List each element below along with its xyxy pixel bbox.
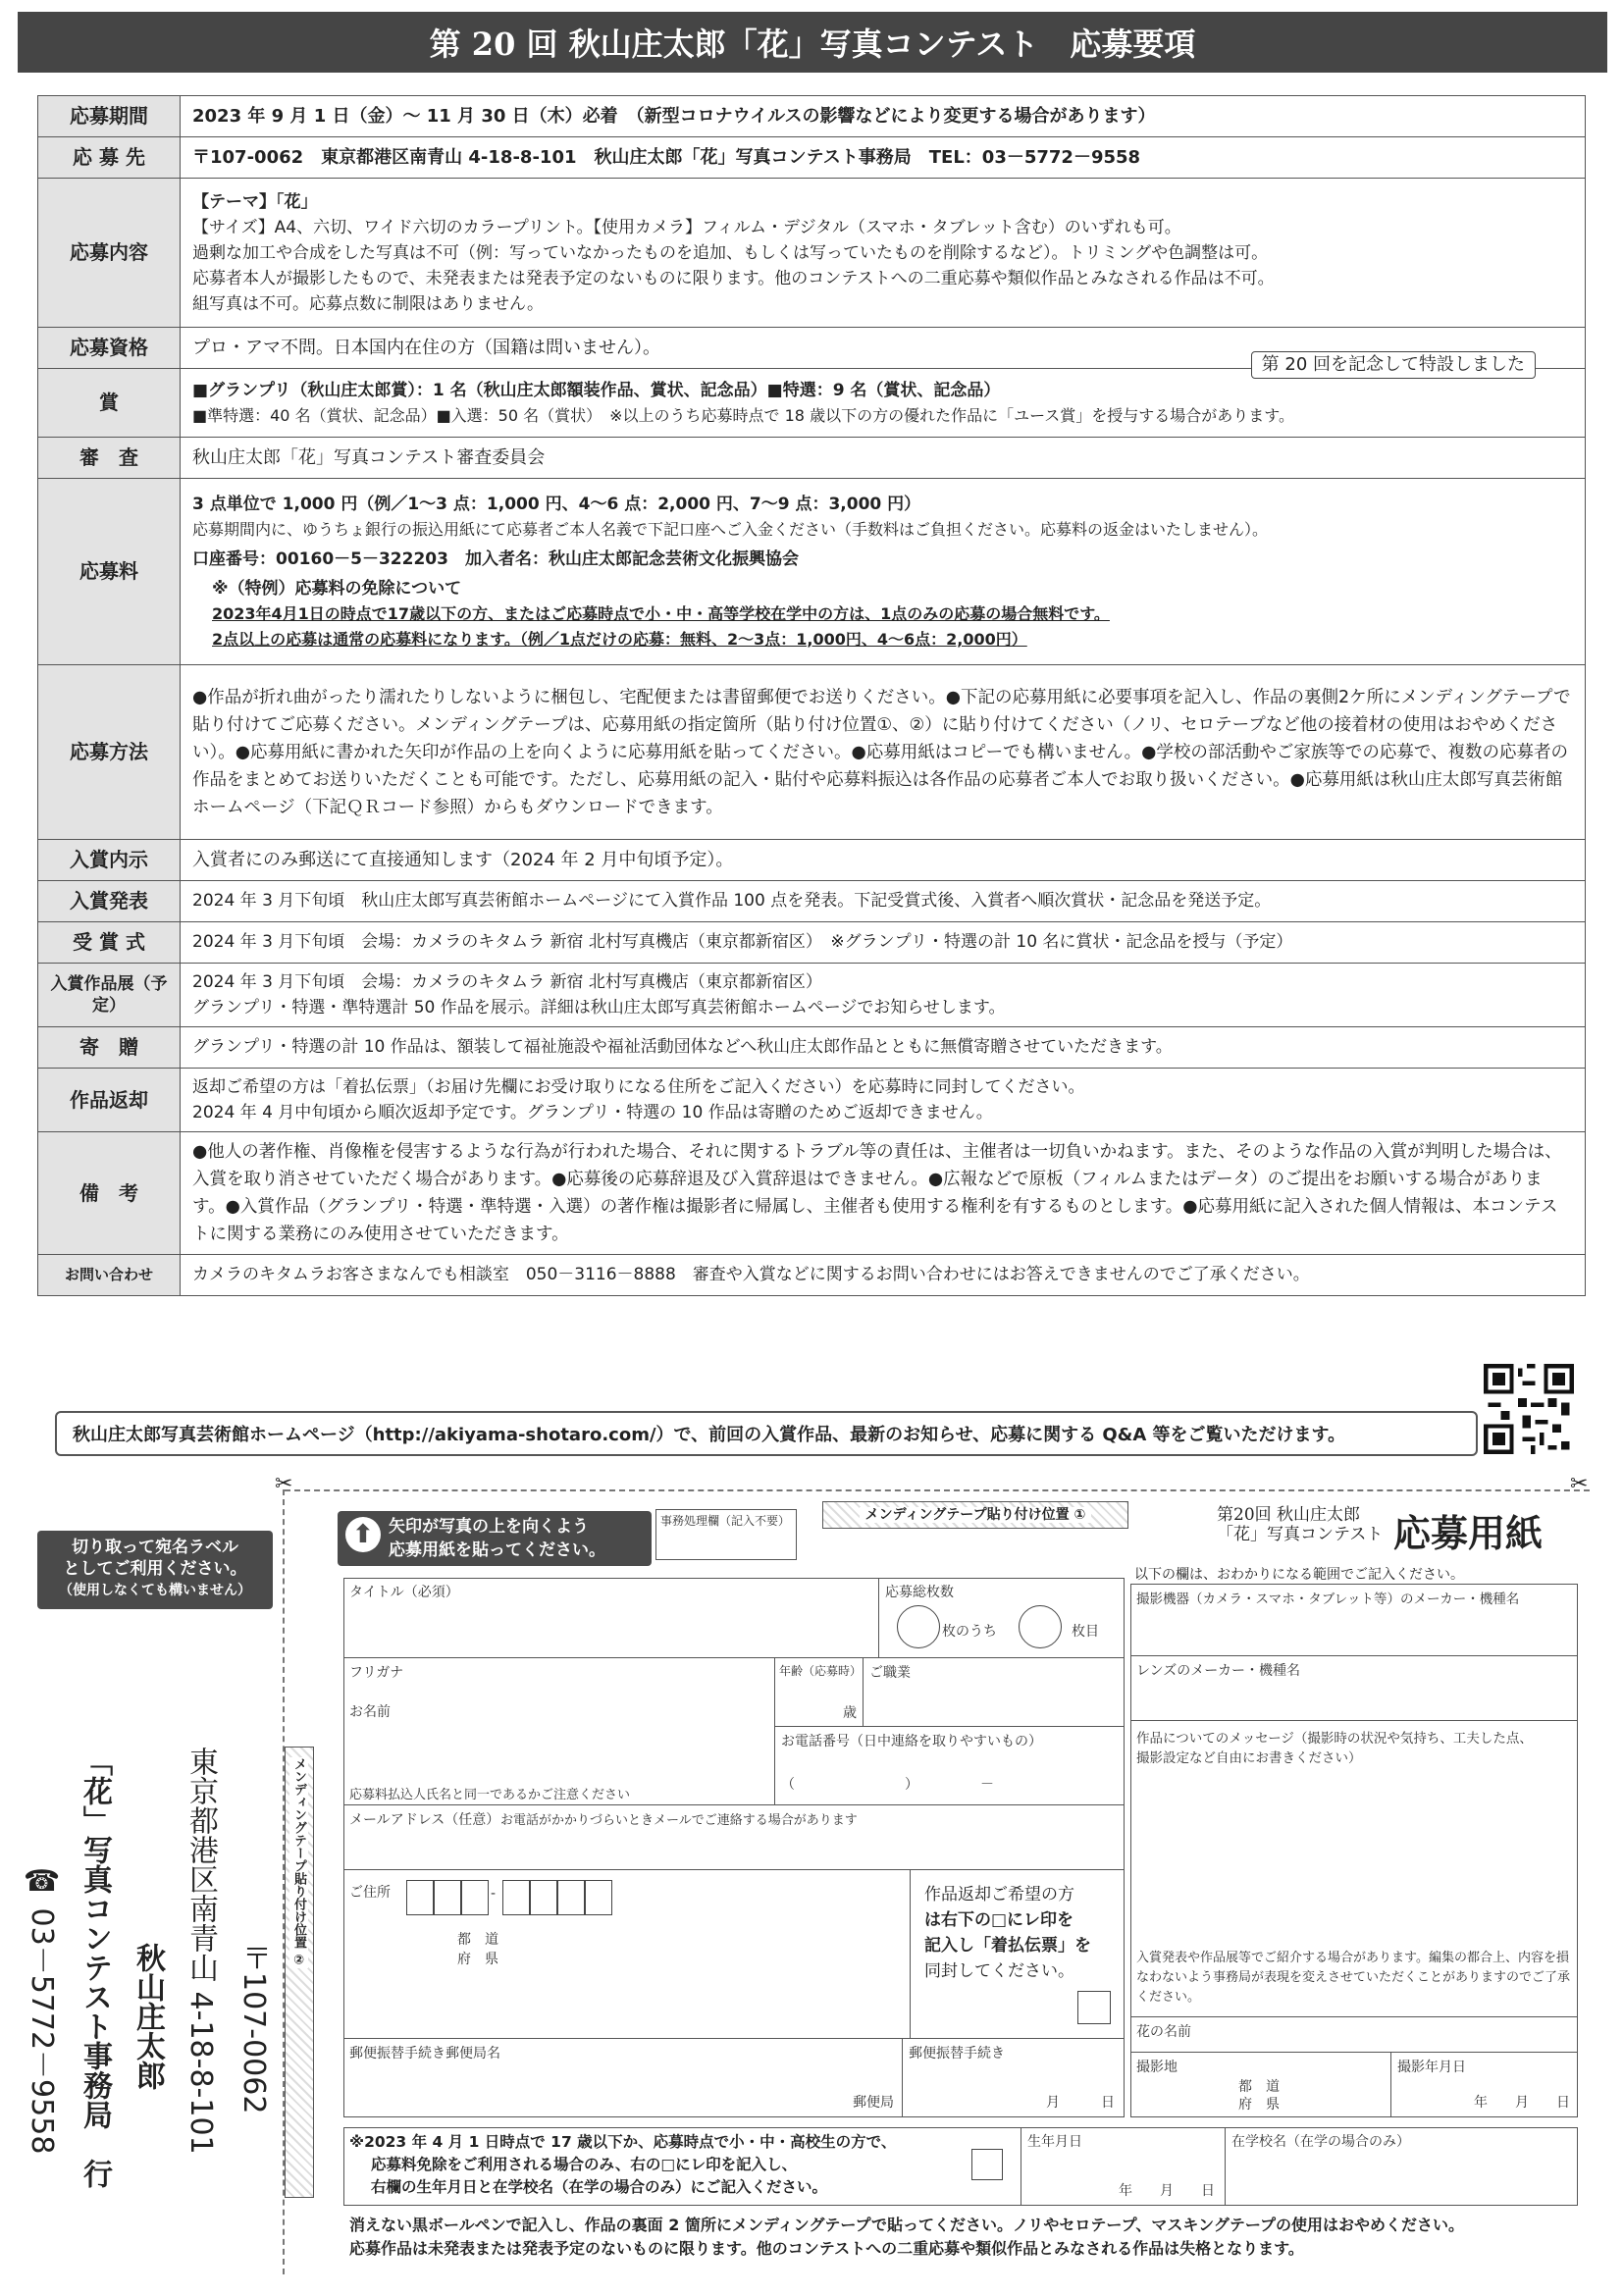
cut-line xyxy=(285,1489,1590,1491)
table-row xyxy=(38,881,1586,922)
lens-field[interactable] xyxy=(1130,1656,1578,1721)
youth-line: 応募料免除をご利用される場合のみ、右の□にレ印を記入し、 xyxy=(371,2156,798,2173)
row-label: 作品返却 xyxy=(38,1069,181,1132)
contact-text: カメラのキタムラお客さまなんでも相談室 050－3116－8888 審査や入賞などに関するお問い合わせにはお答えできませんのでご了承ください。 xyxy=(181,1255,1586,1296)
row-label: 寄 贈 xyxy=(38,1027,181,1069)
prize-line: ■グランプリ（秋山庄太郎賞）：1 名（秋山庄太郎額装作品、賞状、記念品）■特選：9 名（賞状、記念品） xyxy=(192,380,1001,400)
return-line: 2024 年 4 月中旬頃から順次返却予定です。グランプリ・特選の 10 作品は寄贈のためご返却できません。 xyxy=(192,1103,993,1122)
announce-text: 2024 年 3 月下旬頃 秋山庄太郎写真芸術館ホームページにて入賞作品 100 点を発表。下記受賞式後、入賞者へ順次賞状・記念品を発送予定。 xyxy=(181,881,1586,922)
prize-cell xyxy=(181,354,1586,438)
bottom-note-line: 応募作品は未発表または発表予定のないものに限ります。他のコンテストへの二重応募や類似作品とみなされる作品は失格となります。 xyxy=(349,2239,1304,2258)
address-label xyxy=(25,1747,271,2276)
form-title: 応募用紙 xyxy=(1393,1511,1544,1555)
postcode-box[interactable] xyxy=(434,1880,461,1915)
arrow-note-line: 応募用紙を貼ってください。 xyxy=(389,1540,605,1560)
office-use-box xyxy=(655,1509,797,1560)
row-label: 入賞内示 xyxy=(38,840,181,881)
homepage-banner: 秋山庄太郎写真芸術館ホームページ（http://akiyama-shotaro.com/）で、前回の入賞作品、最新のお知らせ、応募に関する Q&A 等をご覧いただけます。 xyxy=(55,1411,1478,1456)
tape-label: メンディングテープ貼り付け位置 ① xyxy=(860,1507,1092,1523)
tel-field[interactable] xyxy=(775,1727,1125,1805)
scissors-icon: ✂ xyxy=(275,1472,293,1496)
age-label: 年齢（応募時） xyxy=(779,1664,863,1678)
form-bottom-notes xyxy=(349,2214,1586,2261)
postcode-box[interactable] xyxy=(585,1880,612,1915)
address-form-label: ご住所 xyxy=(349,1885,391,1901)
message-field[interactable] xyxy=(1130,1721,1578,2017)
count-unit: 枚目 xyxy=(1072,1624,1099,1640)
arrow-up-icon: ⬆ xyxy=(345,1517,381,1552)
table-row xyxy=(38,1132,1586,1255)
bank-date-label: 郵便振替手続き xyxy=(909,2046,1005,2061)
content-line: 【サイズ】A4、六切、ワイド六切のカラープリント。【使用カメラ】フィルム・デジタル（スマホ・タブレット含む）のいずれも可。 xyxy=(192,217,1181,237)
judge-text: 秋山庄太郎「花」写真コンテスト審査委員会 xyxy=(181,438,1586,479)
row-label: 賞 xyxy=(38,369,181,438)
table-row xyxy=(38,665,1586,840)
youth-line: ※2023 年 4 月 1 日時点で 17 歳以下か、応募時点で小・中・高校生の方で、 xyxy=(349,2133,897,2151)
row-label: 応募内容 xyxy=(38,179,181,328)
row-label: 受 賞 式 xyxy=(38,922,181,964)
address-line: 東京都港区南青山 4-18-8-101 xyxy=(183,1747,218,2155)
table-row xyxy=(38,922,1586,964)
notice-text: 入賞者にのみ郵送にて直接通知します（2024 年 2 月中旬頃予定）。 xyxy=(181,840,1586,881)
row-label: 備 考 xyxy=(38,1132,181,1255)
email-note: お電話がかかりづらいときメールでご連絡する場合があります xyxy=(500,1813,858,1828)
return-request xyxy=(911,1870,1125,2039)
content-cell xyxy=(181,179,1586,328)
content-line: 応募者本人が撮影したもので、未発表または発表予定のないものに限ります。他のコンテストへの二重応募や類似作品とみなされる作品は不可。 xyxy=(192,268,1275,288)
row-label: 入賞発表 xyxy=(38,881,181,922)
pref-label: 都 道 xyxy=(457,1932,498,1948)
email-field[interactable] xyxy=(343,1805,1125,1870)
table-row xyxy=(38,179,1586,328)
donation-text: グランプリ・特選の計 10 作品は、額装して福祉施設や福祉活動団体などへ秋山庄太郎作品とともに無償寄贈させていただきます。 xyxy=(181,1027,1586,1069)
content-line: 過剰な加工や合成をした写真は不可（例：写っていなかったものを追加、もしくは写っていたものを削除するなど）。トリミングや色調整は可。 xyxy=(192,242,1269,263)
location-label: 撮影地 xyxy=(1136,2060,1178,2075)
pref-label: 府 県 xyxy=(1238,2097,1280,2113)
table-row xyxy=(38,438,1586,479)
name-field[interactable] xyxy=(343,1658,775,1805)
date-units: 年 月 日 xyxy=(1474,2095,1570,2111)
bank-field[interactable] xyxy=(343,2039,903,2117)
content-line: 【テーマ】「花」 xyxy=(192,191,318,212)
return-line: 同封してください。 xyxy=(924,1961,1074,1981)
lens-label: レンズのメーカー・機種名 xyxy=(1136,1663,1300,1679)
tape-label: メンディングテープ貼り付け位置 ② xyxy=(291,1757,306,1968)
ceremony-text: 2024 年 3 月下旬頃 会場：カメラのキタムラ 新宿 北村写真機店（東京都新宿区） ※グランプリ・特選の計 10 名に賞状・記念品を授与（予定） xyxy=(181,922,1586,964)
fee-line: 応募期間内に、ゆうちょ銀行の振込用紙にて応募者ご本人名義で下記口座へご入金ください（手数料はご負担ください。応募料の返金はいたしません）。 xyxy=(192,519,1269,539)
row-label: 応募料 xyxy=(38,479,181,665)
pref-label: 都 道 xyxy=(1238,2079,1280,2095)
bank-date-field[interactable] xyxy=(903,2039,1125,2117)
count-total-circle[interactable] xyxy=(897,1605,940,1648)
table-row xyxy=(38,840,1586,881)
school-label: 在学校名（在学の場合のみ） xyxy=(1231,2134,1410,2150)
fee-line: ※（特例）応募料の免除について xyxy=(212,578,462,599)
shot-date-label: 撮影年月日 xyxy=(1397,2060,1466,2075)
brand-line: 「花」写真コンテスト xyxy=(1217,1525,1384,1544)
address-line: 〒107-0062 xyxy=(236,1943,271,2114)
count-index-circle[interactable] xyxy=(1019,1605,1062,1648)
office-use-label: 事務処理欄（記入不要） xyxy=(660,1514,791,1528)
address-field[interactable] xyxy=(343,1870,911,2039)
flower-name-field[interactable] xyxy=(1130,2017,1578,2053)
job-field[interactable] xyxy=(864,1658,1125,1727)
message-label: 作品についてのメッセージ（撮影時の状況や気持ち、工夫した点、 xyxy=(1136,1731,1533,1747)
return-line: 返却ご希望の方は「着払伝票」（お届け先欄にお受け取りになる住所をご記入ください）を応募時に同封してください。 xyxy=(192,1077,1085,1097)
address-line: 「花」写真コンテスト事務局 行 xyxy=(78,1747,112,2188)
table-row xyxy=(38,1069,1586,1132)
eligibility-text: プロ・アマ不問。日本国内在住の方（国籍は問いません）。 xyxy=(181,328,1586,369)
birthdate-label: 生年月日 xyxy=(1027,2134,1082,2150)
age-unit: 歳 xyxy=(843,1705,857,1721)
birthdate-field[interactable] xyxy=(1021,2127,1225,2206)
address-text: 〒107-0062 東京都港区南青山 4-18-8-101 秋山庄太郎「花」写真コンテスト事務局 TEL：03－5772－9558 xyxy=(181,137,1586,179)
count-field[interactable] xyxy=(879,1578,1125,1658)
fee-cell xyxy=(181,479,1586,665)
row-label: お問い合わせ xyxy=(38,1255,181,1296)
date-units: 月 日 xyxy=(1046,2095,1115,2111)
postcode-box[interactable] xyxy=(406,1880,434,1915)
camera-label: 撮影機器（カメラ・スマホ・タブレット等）のメーカー・機種名 xyxy=(1136,1592,1520,1607)
message-note: 入賞発表や作品展等でご紹介する場合があります。編集の都合上、内容を損なわないよう事務局が表現を変えさせていただくことがありますのでご了承ください。 xyxy=(1136,1951,1571,2005)
table-row xyxy=(38,964,1586,1027)
shot-date-field[interactable] xyxy=(1391,2053,1578,2117)
exhibit-line: 2024 年 3 月下旬頃 会場：カメラのキタムラ 新宿 北村写真機店（東京都新宿区） xyxy=(192,972,822,992)
row-label: 応 募 先 xyxy=(38,137,181,179)
period-text: 2023 年 9 月 1 日（金）〜 11 月 30 日（木）必着 （新型コロナウイルスの影響などにより変更する場合があります） xyxy=(181,96,1586,137)
email-label: メールアドレス（任意） xyxy=(349,1812,500,1828)
special-note-badge: 第 20 回を記念して特設しました xyxy=(1251,351,1536,379)
row-label: 審 査 xyxy=(38,438,181,479)
fee-line: 2023年4月1日の時点で17歳以下の方、またはご応募時点で小・中・高等学校在学中の方は、1点のみの応募の場合無料です。 xyxy=(212,603,1110,623)
return-line: 作品返却ご希望の方 xyxy=(924,1885,1074,1905)
postcode-box[interactable] xyxy=(530,1880,557,1915)
table-row xyxy=(38,1027,1586,1069)
return-cell xyxy=(181,1069,1586,1132)
return-line: は右下の□にレ印を xyxy=(924,1910,1074,1930)
return-checkbox[interactable] xyxy=(1077,1991,1111,2024)
postcode-box[interactable] xyxy=(557,1880,585,1915)
brand-line: 第20回 秋山庄太郎 xyxy=(1217,1505,1361,1525)
tape-position-1 xyxy=(822,1501,1128,1529)
camera-field[interactable] xyxy=(1130,1584,1578,1656)
youth-checkbox[interactable] xyxy=(971,2149,1003,2180)
row-label: 入賞作品展（予定） xyxy=(38,964,181,1027)
prize-line: ■準特選：40 名（賞状、記念品）■入選：50 名（賞状） ※以上のうち応募時点で 18 歳以下の方の優れた作品に「ユース賞」を授与する場合があります。 xyxy=(192,405,1294,425)
label-tip-line: としてご利用ください。 xyxy=(63,1559,247,1579)
qr-code-icon[interactable] xyxy=(1484,1364,1574,1454)
title-field[interactable] xyxy=(343,1578,879,1658)
exhibit-cell xyxy=(181,964,1586,1027)
school-field[interactable] xyxy=(1225,2127,1578,2206)
arrow-note-line: 矢印が写真の上を向くよう xyxy=(389,1517,589,1537)
label-tip-line: （使用しなくても構いません） xyxy=(59,1583,251,1598)
date-units: 年 月 日 xyxy=(1119,2183,1215,2199)
page-title: 第 20 回 秋山庄太郎「花」写真コンテスト 応募要項 xyxy=(18,12,1607,73)
info-table xyxy=(37,95,1586,1296)
bottom-note-line: 消えない黒ボールペンで記入し、作品の裏面 2 箇所にメンディングテープで貼ってください。ノリやセロテープ、マスキングテープの使用はおやめください。 xyxy=(349,2216,1465,2234)
arrow-note xyxy=(338,1511,652,1566)
job-label: ご職業 xyxy=(869,1665,911,1681)
row-label: 応募期間 xyxy=(38,96,181,137)
scissors-icon: ✂ xyxy=(1570,1472,1589,1496)
table-row xyxy=(38,137,1586,179)
postcode-box[interactable] xyxy=(461,1880,489,1915)
remarks-text: ●他人の著作権、肖像権を侵害するような行為が行われた場合、それに関するトラブル等の責任は、主催者は一切負いかねます。また、そのような作品の入賞が判明した場合は、入賞を取り消させていただく場合があります。●応募後の応募辞退及び入賞辞退はできません。●広報などで原板（フィルムまたはデータ）のご提出をお願いする場合があります。●入賞作品（グランプリ・特選・準特選・入選）の著作権は撮影者に帰属し、主催者も使用する権利を有するものとします。●応募用紙に記入された個人情報は、本コンテストに関する業務にのみ使用させていただきます。 xyxy=(181,1132,1586,1255)
form-brand xyxy=(1217,1505,1383,1544)
tel-format: （ ） － xyxy=(781,1777,994,1793)
label-tip-line: 切り取って宛名ラベル xyxy=(72,1538,238,1557)
row-label: 応募資格 xyxy=(38,328,181,369)
label-tip xyxy=(37,1531,273,1609)
postcode-box[interactable] xyxy=(502,1880,530,1915)
flower-label: 花の名前 xyxy=(1136,2024,1191,2040)
table-row xyxy=(38,369,1586,438)
address-line: ☎ 03－5772－9558 xyxy=(25,1864,59,2155)
table-row xyxy=(38,1255,1586,1296)
tel-label: お電話番号（日中連絡を取りやすいもの） xyxy=(781,1734,1042,1749)
youth-line: 右欄の生年月日と在学校名（在学の場合のみ）にご記入ください。 xyxy=(371,2178,828,2196)
message-label: 撮影設定など自由にお書きください） xyxy=(1136,1750,1362,1766)
table-row xyxy=(38,96,1586,137)
pref-label: 府 県 xyxy=(457,1952,498,1967)
youth-note xyxy=(349,2131,1007,2199)
tape-position-2 xyxy=(285,1747,314,2198)
count-unit: 枚のうち xyxy=(942,1624,997,1640)
furigana-label: フリガナ xyxy=(349,1665,404,1681)
count-label: 応募総枚数 xyxy=(885,1585,954,1600)
title-label: タイトル（必須） xyxy=(349,1585,459,1600)
address-line: 秋山庄太郎 xyxy=(131,1943,165,2090)
age-field[interactable] xyxy=(775,1658,864,1727)
name-label: お名前 xyxy=(349,1704,391,1720)
account-line: 口座番号：00160－5－322203 加入者名：秋山庄太郎記念芸術文化振興協会 xyxy=(192,548,799,569)
fee-line: 2点以上の応募は通常の応募料になります。（例／1点だけの応募：無料、2〜3点：1,000円、4〜6点：2,000円） xyxy=(212,629,1027,649)
row-label: 応募方法 xyxy=(38,665,181,840)
return-line: 記入し「着払伝票」を xyxy=(924,1936,1091,1956)
fee-line: 3 点単位で 1,000 円（例／1〜3 点：1,000 円、4〜6 点：2,000 円、7〜9 点：3,000 円） xyxy=(192,494,921,514)
postcode-dash: - xyxy=(491,1886,497,1902)
bank-label: 郵便振替手続き郵便局名 xyxy=(349,2046,500,2061)
name-note: 応募料払込人氏名と同一であるかご注意ください xyxy=(349,1788,631,1802)
exhibit-line: グランプリ・特選・準特選計 50 作品を展示。詳細は秋山庄太郎写真芸術館ホームページでお知らせします。 xyxy=(192,998,1006,1018)
right-column-note: 以下の欄は、おわかりになる範囲でご記入ください。 xyxy=(1134,1567,1464,1583)
table-row xyxy=(38,479,1586,665)
location-field[interactable] xyxy=(1130,2053,1391,2117)
bank-unit: 郵便局 xyxy=(853,2095,894,2111)
content-line: 組写真は不可。応募点数に制限はありません。 xyxy=(192,293,545,314)
method-text: ●作品が折れ曲がったり濡れたりしないように梱包し、宅配便または書留郵便でお送りください。●下記の応募用紙に必要事項を記入し、作品の裏側2ケ所にメンディングテープで貼り付けてご応募ください。メンディングテープは、応募用紙の指定箇所（貼り付け位置①、②）に貼り付けてください（ノリ、セロテープなど他の接着材の使用はおやめください）。●応募用紙に書かれた矢印が作品の上を向くように応募用紙を貼ってください。●応募用紙はコピーでも構いません。●学校の部活動やご家族等での応募で、複数の応募者の作品をまとめてお送りいただくことも可能です。ただし、応募用紙の記入・貼付や応募料振込は各作品の応募者ご本人でお取り扱いください。●応募用紙は秋山庄太郎写真芸術館ホームページ（下記ＱＲコード参照）からもダウンロードできます。 xyxy=(181,665,1586,840)
